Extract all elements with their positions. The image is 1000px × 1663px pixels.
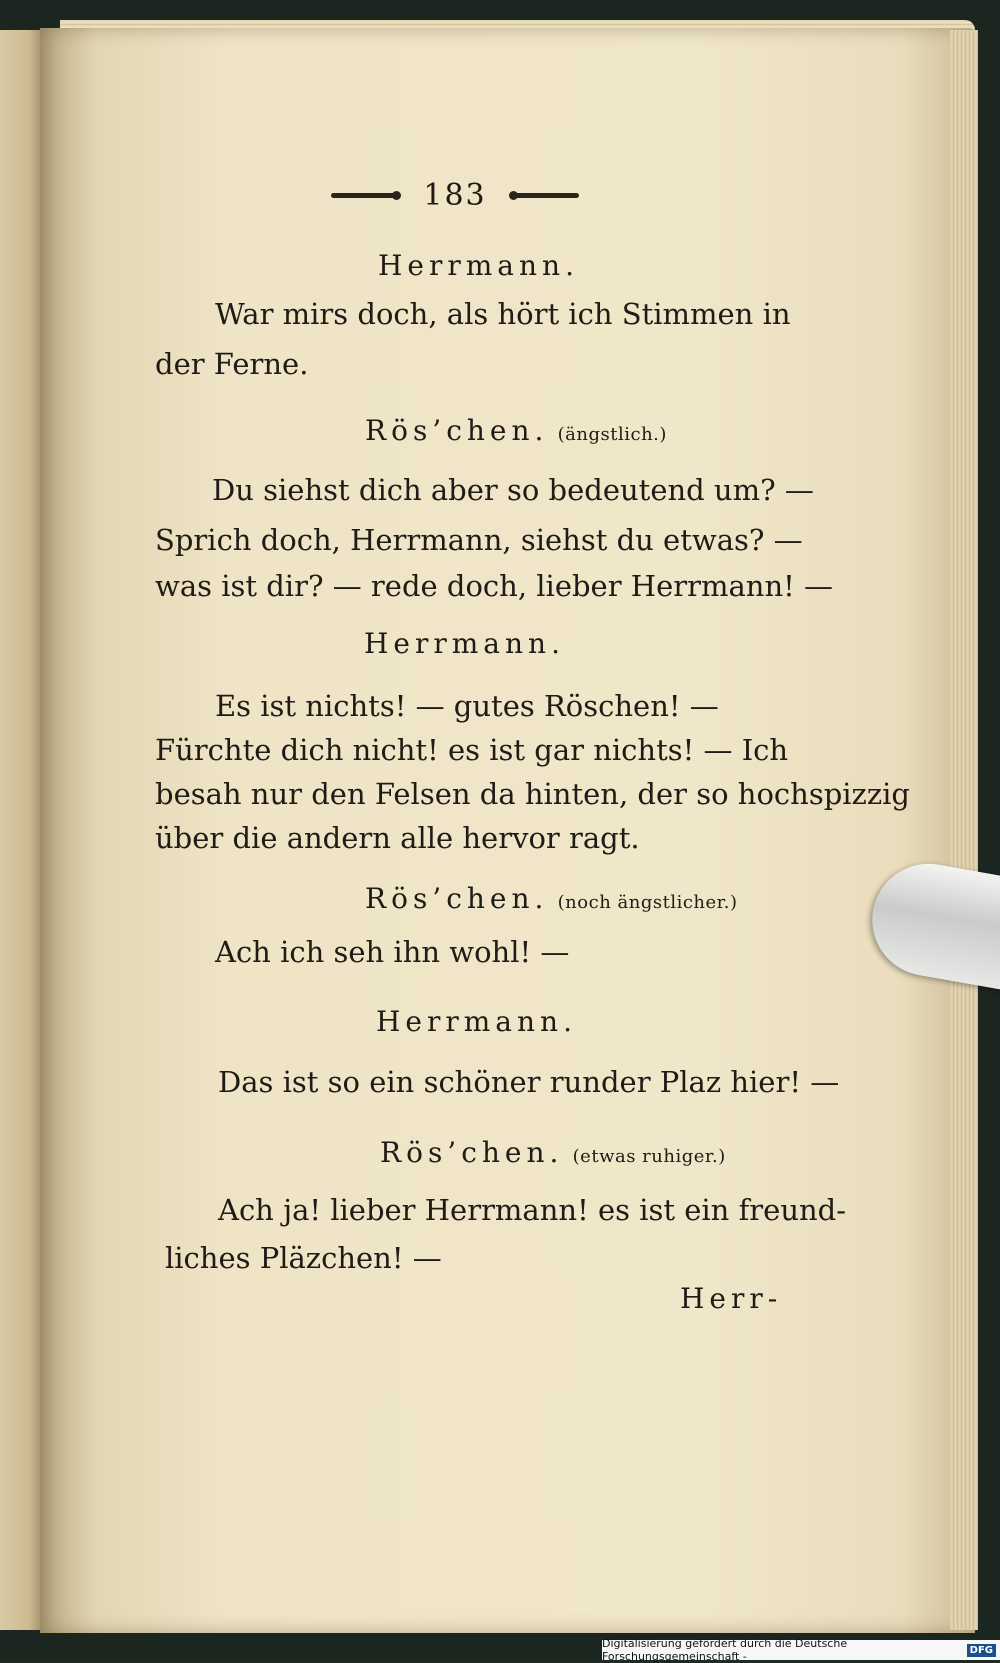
page-number: 183 [423,177,487,213]
stage-direction: (ängstlich.) [557,424,667,445]
speaker-heading [380,1134,726,1175]
speaker-heading [365,412,667,453]
text-line: Ach ich seh ihn wohl! — [215,935,570,969]
stage-direction: (etwas ruhiger.) [572,1146,726,1167]
text-line: was ist dir? — rede doch, lieber Herrmann! — [155,569,833,603]
text-line: der Ferne. [155,347,309,381]
speaker-name: Rös’chen. [365,882,549,915]
speaker-name: Rös’chen. [380,1136,564,1169]
speaker-name: Herrmann. [376,1005,577,1038]
text-line: Sprich doch, Herrmann, siehst du etwas? — [155,523,803,557]
ornament-left-icon [331,193,397,198]
page-header [310,177,600,213]
text-line: Es ist nichts! — gutes Röschen! — [215,689,719,723]
text-line: Fürchte dich nicht! es ist gar nichts! — Ich [155,733,789,767]
speaker-heading [365,880,738,921]
text-line: Das ist so ein schöner runder Plaz hier! — [218,1065,840,1099]
footer-credit: Digitalisierung gefördert durch die Deutsche Forschungsgemeinschaft - [602,1637,848,1663]
text-line: Ach ja! lieber Herrmann! es ist ein freund- [218,1193,847,1227]
speaker-name: Rös’chen. [365,414,549,447]
ornament-right-icon [513,193,579,198]
text-line: besah nur den Felsen da hinten, der so hochspizzig [155,777,910,811]
speaker-name: Herrmann. [378,249,579,282]
text-line: Du siehst dich aber so bedeutend um? — [212,473,814,507]
stage-direction: (noch ängstlicher.) [557,892,738,913]
catchword: Herr- [680,1282,783,1315]
page-fore-edge [950,30,978,1630]
text-line: War mirs doch, als hört ich Stimmen in [215,297,791,331]
text-line: liches Pläzchen! — [165,1241,442,1275]
speaker-name: Herrmann. [364,627,565,660]
dfg-logo-icon: DFG [967,1644,996,1657]
text-line: über die andern alle hervor ragt. [155,821,640,855]
digitization-footer [602,1637,1000,1663]
